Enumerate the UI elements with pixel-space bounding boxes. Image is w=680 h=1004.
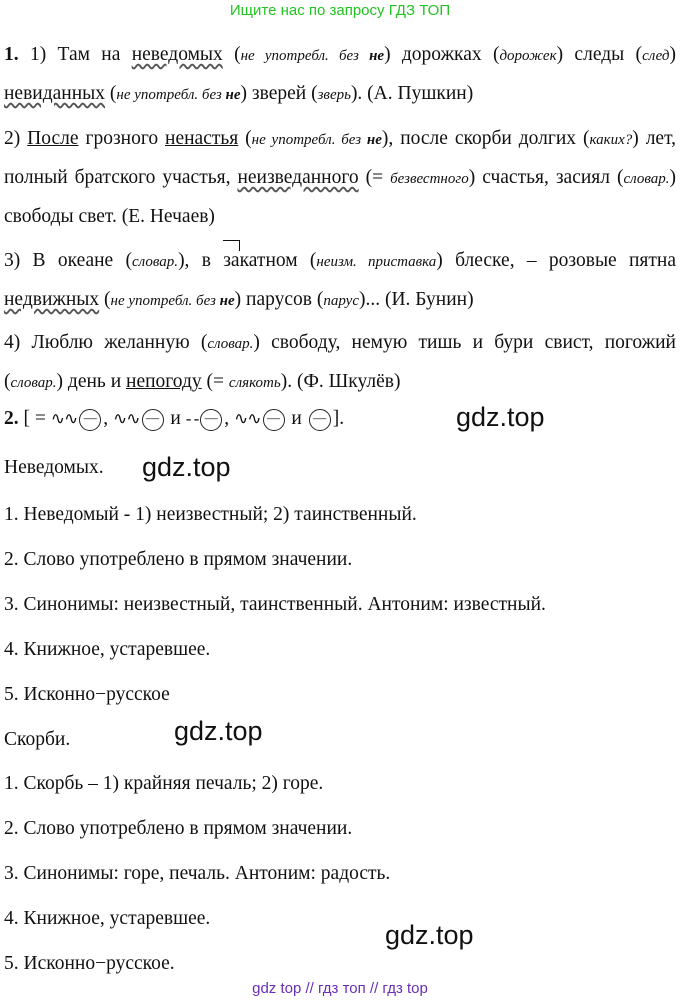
sentence-1 [4, 36, 676, 114]
comment-bold: не [366, 132, 382, 148]
text: , [224, 408, 230, 429]
comment: не употребл. без [240, 48, 370, 64]
text: , [103, 408, 109, 429]
text: и [165, 408, 186, 429]
comment: зверь [317, 87, 351, 103]
word-1-line-2: 2. Слово употреблено в прямом значении. [4, 549, 353, 570]
word-nevidannyh: невиданных [4, 83, 106, 104]
exercise-2-number: 2. [4, 408, 19, 429]
participle-circle-icon: ‒‒ [200, 409, 222, 431]
comment: след [642, 48, 670, 64]
text: 4) Люблю желанную ( [4, 332, 208, 353]
watermark: gdz.top [385, 920, 474, 950]
word-neizvedannogo: неизведанного [237, 167, 359, 188]
comment: не употребл. без [116, 87, 226, 103]
comment: словар. [623, 171, 670, 187]
participle-circle-icon: ‒‒ [79, 409, 101, 431]
word-1-line-4: 4. Книжное, устаревшее. [4, 639, 211, 660]
wavy-line-icon: ∿∿ [50, 409, 78, 428]
comment: неизм. приставка [316, 254, 437, 270]
text: ) блеске, – розовые пятна [436, 250, 677, 271]
text: ) зверей ( [240, 83, 318, 104]
participle-circle-icon: ‒‒ [309, 409, 331, 431]
comment: слякоть [228, 375, 281, 391]
comment: парус [323, 293, 359, 309]
word-nedvizhnyh: недвижных [4, 289, 100, 310]
word-2-line-4: 4. Книжное, устаревшее. [4, 908, 211, 929]
text: ) [669, 44, 677, 65]
sentence-4 [4, 324, 676, 402]
comment: дорожек [499, 48, 557, 64]
wavy-line-icon: ∿∿ [113, 409, 140, 428]
footer-links: gdz top // гдз топ // гдз top [252, 980, 428, 997]
text: (= [201, 371, 229, 392]
text: катном ( [239, 250, 317, 271]
sentence-3 [4, 242, 676, 320]
word-posle: После [27, 128, 79, 149]
text: ( [105, 83, 117, 104]
word-1-line-3: 3. Синонимы: неизвестный, таинственный. Антоним: известный. [4, 594, 546, 615]
wavy-line-icon: ∿∿ [234, 409, 261, 428]
comment-bold: не [369, 48, 385, 64]
word-1-line-1: 1. Неведомый - 1) неизвестный; 2) таинственный. [4, 504, 417, 525]
comment: безвестного [390, 171, 469, 187]
word-1-line-5: 5. Исконно−русское [4, 684, 170, 705]
text: ( [99, 289, 111, 310]
text: ) следы ( [556, 44, 643, 65]
comment: не употребл. без [110, 293, 220, 309]
top-banner: Ищите нас по запросу ГДЗ ТОП [229, 2, 451, 19]
text: ) свободы свет. (Е. Нечаев) [4, 167, 677, 227]
text: ( [238, 128, 252, 149]
dash-line-icon: - - [185, 409, 199, 428]
text: ). (А. Пушкин) [350, 83, 474, 104]
comment: не употребл. без [251, 132, 367, 148]
text: [ = [18, 408, 51, 429]
text: ). (Ф. Шкулёв) [280, 371, 401, 392]
text: ), после скорби долгих ( [381, 128, 590, 149]
word-nenastya: ненастья [165, 128, 239, 149]
watermark: gdz.top [174, 716, 263, 746]
participle-circle-icon: ‒‒ [142, 409, 164, 431]
watermark: gdz.top [142, 452, 231, 482]
text: 3) В океане ( [4, 250, 133, 271]
text: ) лет, полный братского участья, [4, 128, 677, 188]
text: ) счастья, засиял ( [468, 167, 624, 188]
word-2-line-2: 2. Слово употреблено в прямом значении. [4, 818, 353, 839]
text: ( [222, 44, 241, 65]
word-2-line-3: 3. Синонимы: горе, печаль. Антоним: радость. [4, 863, 391, 884]
comment: словар. [10, 375, 57, 391]
word-2-line-5: 5. Исконно−русское. [4, 953, 175, 974]
text: грозного [78, 128, 166, 149]
exercise-2-scheme [4, 408, 344, 431]
comment-bold: не [219, 293, 235, 309]
text: ]. [332, 408, 345, 429]
word-1-title: Неведомых. [4, 457, 104, 478]
text: ) дорожках ( [384, 44, 500, 65]
watermark: gdz.top [456, 402, 545, 432]
comment-bold: не [225, 87, 241, 103]
text: ) свободу, немую тишь и бури свист, погожий ( [4, 332, 676, 392]
word-nevedomyh: неведомых [131, 44, 223, 65]
participle-circle-icon: ‒‒ [263, 409, 285, 431]
prefix-za: за [223, 242, 239, 279]
word-2-line-1: 1. Скорбь – 1) крайняя печаль; 2) горе. [4, 773, 324, 794]
text: 1) Там на [29, 44, 132, 65]
text: ) день и [56, 371, 127, 392]
exercise-1-number: 1. [4, 44, 19, 65]
text: )... (И. Бунин) [358, 289, 474, 310]
text: ) парусов ( [234, 289, 324, 310]
sentence-2 [4, 120, 676, 235]
word-2-title: Скорби. [4, 729, 71, 750]
comment: словар. [132, 254, 179, 270]
word-nepogodu: непогоду [126, 371, 202, 392]
text: (= [358, 167, 391, 188]
text: и [286, 408, 307, 429]
text: 2) [4, 128, 28, 149]
comment: каких? [589, 132, 633, 148]
text: ), в [178, 250, 224, 271]
comment: словар. [207, 336, 254, 352]
